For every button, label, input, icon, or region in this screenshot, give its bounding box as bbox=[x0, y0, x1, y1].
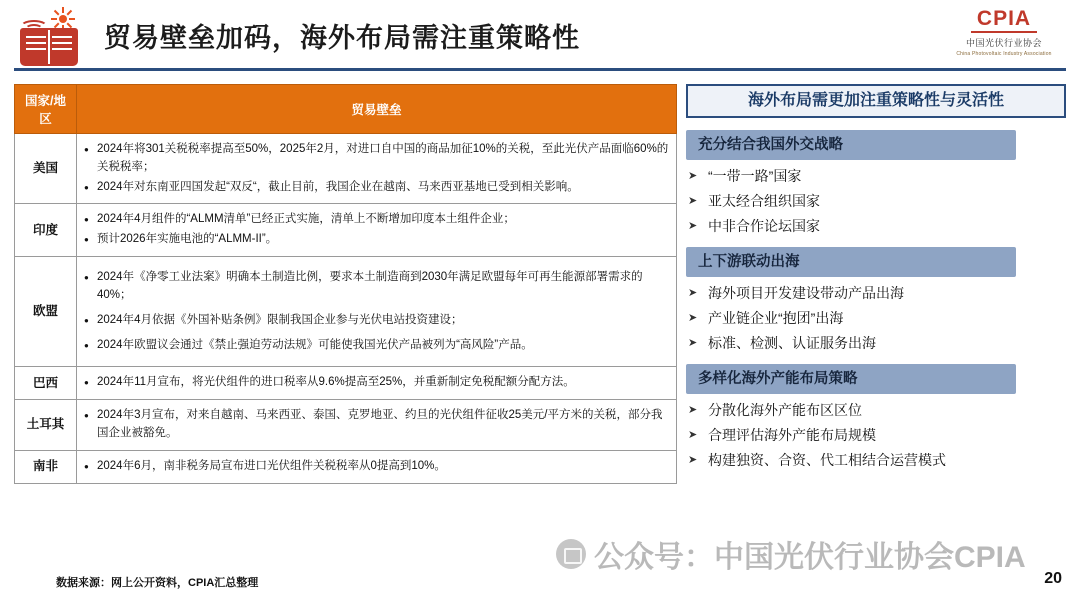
cell-barrier bbox=[77, 450, 677, 483]
cpia-acronym: CPIA bbox=[971, 8, 1037, 33]
sun-icon bbox=[52, 8, 74, 30]
cell-country: 巴西 bbox=[15, 367, 77, 400]
wechat-icon bbox=[556, 539, 586, 569]
source-note: 数据来源：网上公开资料，CPIA汇总整理 bbox=[56, 577, 259, 589]
cell-country: 土耳其 bbox=[15, 400, 77, 451]
list-item: ● 2024年11月宣布，将光伏组件的进口税率从9.6%提高至25%，并重新制定免税配额分配方法。 bbox=[84, 374, 669, 392]
table-row bbox=[15, 204, 677, 257]
list-item: ● 2024年欧盟议会通过《禁止强迫劳动法规》可能使我国光伏产品被列为“高风险”产品。 bbox=[84, 337, 669, 355]
cell-country: 欧盟 bbox=[15, 257, 77, 367]
table-row bbox=[15, 450, 677, 483]
cpia-logo bbox=[944, 8, 1064, 64]
strategy-list-value-chain bbox=[686, 284, 1066, 352]
cpia-name-cn: 中国光伏行业协会 bbox=[965, 38, 1042, 48]
cell-country: 印度 bbox=[15, 204, 77, 257]
list-item: ➤ 合理评估海外产能布局规模 bbox=[686, 426, 1066, 444]
strategy-panel bbox=[686, 84, 1066, 564]
trade-barrier-table bbox=[14, 84, 677, 484]
watermark-text: 公众号：中国光伏行业协会CPIA bbox=[594, 541, 1026, 574]
open-book-icon bbox=[20, 28, 78, 66]
strategy-list-diversified-capacity bbox=[686, 401, 1066, 469]
strategy-list-diplomacy bbox=[686, 167, 1066, 235]
list-item: ● 2024年将301关税税率提高至50%，2025年2月，对进口自中国的商品加征10%的关税，至此光伏产品面临60%的关税税率； bbox=[84, 141, 669, 177]
table-row bbox=[15, 400, 677, 451]
strategy-panel-title: 海外布局需更加注重策略性与灵活性 bbox=[686, 84, 1066, 118]
list-item: ● 2024年4月依据《外国补贴条例》限制我国企业参与光伏电站投资建设； bbox=[84, 312, 669, 330]
list-item: ➤ 产业链企业“抱团”出海 bbox=[686, 309, 1066, 327]
list-item: ➤ 海外项目开发建设带动产品出海 bbox=[686, 284, 1066, 302]
table-row bbox=[15, 134, 677, 204]
list-item: ➤ 构建独资、合资、代工相结合运营模式 bbox=[686, 451, 1066, 469]
slide-header bbox=[0, 0, 1080, 72]
column-header-barrier: 贸易壁垒 bbox=[77, 85, 677, 134]
list-item: ● 2024年3月宣布，对来自越南、马来西亚、泰国、克罗地亚、约旦的光伏组件征收25美元/平方米的关税，部分我国企业被豁免。 bbox=[84, 407, 669, 443]
list-item: ● 2024年《净零工业法案》明确本土制造比例，要求本土制造商到2030年满足欧盟每年可再生能源部署需求的40%； bbox=[84, 269, 669, 305]
section-heading-value-chain: 上下游联动出海 bbox=[686, 247, 1016, 277]
cell-barrier bbox=[77, 134, 677, 204]
list-item: ● 预计2026年实施电池的“ALMM-II”。 bbox=[84, 231, 669, 249]
cell-barrier bbox=[77, 257, 677, 367]
wifi-waves-icon bbox=[20, 10, 48, 28]
trade-barrier-table-wrapper bbox=[14, 84, 676, 484]
list-item: ➤ 中非合作论坛国家 bbox=[686, 217, 1066, 235]
column-header-country: 国家/地区 bbox=[15, 85, 77, 134]
table-row bbox=[15, 367, 677, 400]
list-item: ➤ 标准、检测、认证服务出海 bbox=[686, 334, 1066, 352]
list-item: ● 2024年4月组件的“ALMM清单”已经正式实施，清单上不断增加印度本土组件企业； bbox=[84, 211, 669, 229]
cell-barrier bbox=[77, 204, 677, 257]
section-heading-diversified-capacity: 多样化海外产能布局策略 bbox=[686, 364, 1016, 394]
header-divider bbox=[14, 68, 1066, 71]
list-item: ➤ “一带一路”国家 bbox=[686, 167, 1066, 185]
page-title: 贸易壁垒加码，海外布局需注重策略性 bbox=[104, 23, 580, 53]
page-number: 20 bbox=[1044, 570, 1062, 587]
association-emblem-icon bbox=[14, 6, 86, 68]
cell-country: 美国 bbox=[15, 134, 77, 204]
list-item: ● 2024年6月，南非税务局宣布进口光伏组件关税税率从0提高到10%。 bbox=[84, 458, 669, 476]
list-item: ● 2024年对东南亚四国发起“双反“，截止目前，我国企业在越南、马来西亚基地已受到相关影响。 bbox=[84, 179, 669, 197]
list-item: ➤ 分散化海外产能布区区位 bbox=[686, 401, 1066, 419]
table-header-row bbox=[15, 85, 677, 134]
cpia-name-en: China Photovoltaic Industry Association bbox=[956, 51, 1052, 57]
list-item: ➤ 亚太经合组织国家 bbox=[686, 192, 1066, 210]
section-heading-diplomacy: 充分结合我国外交战略 bbox=[686, 130, 1016, 160]
cell-country: 南非 bbox=[15, 450, 77, 483]
table-row bbox=[15, 257, 677, 367]
cell-barrier bbox=[77, 400, 677, 451]
watermark bbox=[556, 532, 1026, 576]
cell-barrier bbox=[77, 367, 677, 400]
